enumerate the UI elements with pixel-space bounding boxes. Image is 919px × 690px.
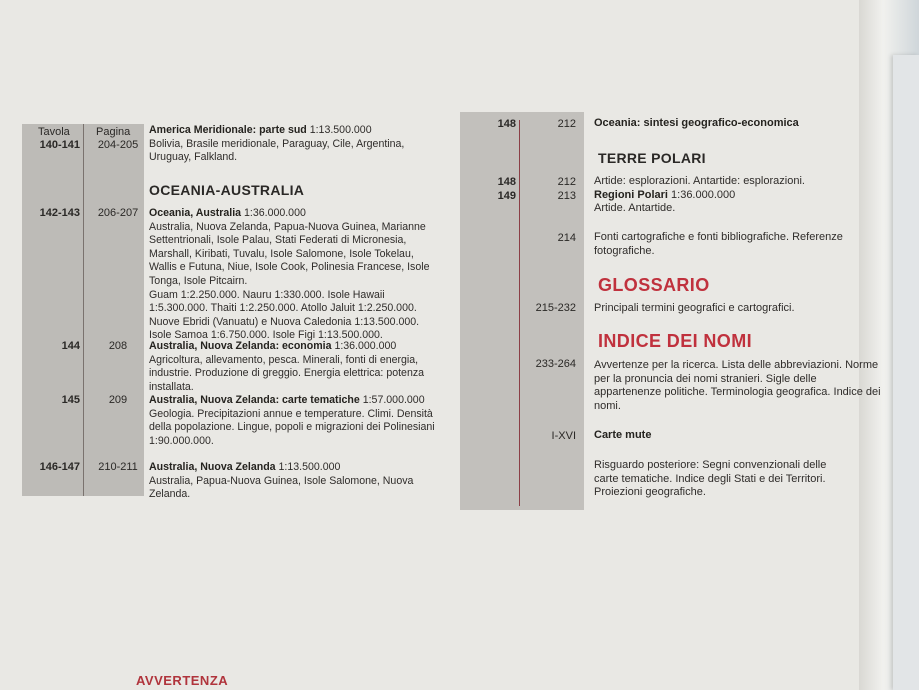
- entry-scale: 1:36.000.000: [241, 207, 306, 219]
- entry-title: Oceania: sintesi geografico-economica: [594, 117, 799, 129]
- pagina-number: 214: [557, 232, 576, 244]
- entry-desc: Avvertenze per la ricerca. Lista delle abbreviazioni. Norme per la pronuncia dei nomi stranieri. Sigle delle appartenenze politiche. Terminologia geografica. Indice dei nomi.: [594, 359, 881, 412]
- entry-title: Australia, Nuova Zelanda: [149, 461, 276, 473]
- entry-oceania-sintesi: [594, 117, 894, 131]
- left-column-divider: [83, 124, 84, 496]
- tavola-number: 144: [61, 340, 80, 352]
- entry-text: [149, 207, 441, 343]
- entry-text: [149, 461, 441, 502]
- entry-desc: Artide: esplorazioni. Antartide: esplorazioni.: [594, 175, 805, 187]
- entry-desc-inset: Guam 1:2.250.000. Nauru 1:330.000. Isole Hawaii 1:5.300.000. Thaiti 1:2.250.000. Atollo Jaluit 1:2.250.000. Nuove Ebridi (Vanuatu) e Nuova Caledonia 1:13.500.000. Isole Samoa 1:6.750.000. Isole Figi 1:13.500.000.: [149, 288, 420, 342]
- entry-text: [149, 394, 441, 448]
- entry-title: Australia, Nuova Zelanda: carte tematiche: [149, 394, 360, 406]
- entry-title: Oceania, Australia: [149, 207, 242, 219]
- pagina-number: 233-264: [535, 358, 576, 370]
- header-pagina: Pagina: [96, 126, 131, 138]
- entry-title: Australia, Nuova Zelanda: economia: [149, 340, 332, 352]
- entry-scale: 1:13.500.000: [306, 124, 372, 136]
- entry-scale: 1:36.000.000: [331, 340, 397, 352]
- entry-desc: Geologia. Precipitazioni annue e temperature. Climi. Densità della popolazione. Lingue, popoli e migrazioni dei Polinesiani 1:90.000.000.: [149, 407, 435, 447]
- tavola-number: 142-143: [39, 207, 80, 219]
- pagina-number: 215-232: [535, 302, 576, 314]
- header-tavola: Tavola: [38, 126, 70, 138]
- entry-text: [149, 124, 441, 165]
- entry-title: America Meridionale: parte sud: [149, 124, 307, 136]
- pagina-number: 206-207: [97, 207, 139, 219]
- pagina-number: 212: [557, 118, 576, 130]
- entry-scale: 1:36.000.000: [667, 188, 736, 201]
- next-page-strip: [893, 55, 919, 690]
- entry-title: Carte mute: [594, 429, 652, 441]
- entry-title: Regioni Polari: [594, 188, 668, 201]
- entry-scale: 1:13.500.000: [275, 461, 341, 473]
- tavola-number: 149: [497, 190, 516, 202]
- tavola-number: 140-141: [39, 139, 80, 151]
- entry-desc: Risguardo posteriore: Segni convenzionali delle carte tematiche. Indice degli Stati e dei Territori. Proiezioni geografiche.: [594, 459, 827, 498]
- section-title-oceania: OCEANIA-AUSTRALIA: [149, 182, 305, 198]
- entry-desc: Artide. Antartide.: [594, 202, 676, 214]
- pagina-number: 204-205: [97, 139, 139, 151]
- pagina-number: 213: [557, 190, 576, 202]
- entry-scale: 1:57.000.000: [359, 394, 425, 406]
- entry-fonti: [594, 231, 884, 258]
- avvertenza-heading: AVVERTENZA: [136, 673, 229, 688]
- heading-glossario: GLOSSARIO: [598, 275, 710, 295]
- pagina-number: 210-211: [98, 461, 138, 473]
- page-edge: [859, 0, 919, 690]
- entry-terre-polari: [594, 175, 894, 216]
- tavola-number: 146-147: [39, 461, 80, 473]
- tavola-number: 148: [497, 176, 516, 188]
- pagina-number: I-XVI: [551, 430, 576, 442]
- entry-desc: Australia, Papua-Nuova Guinea, Isole Salomone, Nuova Zelanda.: [149, 474, 414, 501]
- pagina-number: 209: [108, 394, 128, 406]
- entry-desc: Principali termini geografici e cartografici.: [594, 302, 795, 314]
- entry-risguardo: [594, 459, 844, 500]
- entry-glossario: [594, 302, 894, 316]
- entry-desc: Fonti cartografiche e fonti bibliografiche. Referenze fotografiche.: [594, 231, 843, 257]
- entry-desc: Bolivia, Brasile meridionale, Paraguay, Cile, Argentina, Uruguay, Falkland.: [149, 137, 405, 164]
- left-column: [0, 0, 450, 690]
- right-column-divider: [519, 120, 520, 506]
- tavola-number: 148: [497, 118, 516, 130]
- heading-indice-dei-nomi: INDICE DEI NOMI: [598, 331, 753, 351]
- entry-carte-mute: [594, 429, 894, 443]
- entry-text: [149, 340, 441, 394]
- heading-terre-polari: TERRE POLARI: [598, 150, 706, 166]
- pagina-number: 212: [557, 176, 576, 188]
- entry-indice: [594, 359, 884, 413]
- entry-desc: Agricoltura, allevamento, pesca. Minerali, fonti di energia, industrie. Produzione di greggio. Energia elettrica: potenza installata.: [149, 353, 425, 393]
- pagina-number: 208: [108, 340, 128, 352]
- entry-desc: Australia, Nuova Zelanda, Papua-Nuova Guinea, Marianne Settentrionali, Isole Palau, Stati Federati di Micronesia, Marshall, Kiribati, Tuvalu, Isole Salomone, Isole Tokelau, Wallis e Futuna, Niue, Isole Cook, Polinesia Francese, Isole Tonga, Isole Pitcairn.: [149, 220, 430, 287]
- tavola-number: 145: [61, 394, 80, 406]
